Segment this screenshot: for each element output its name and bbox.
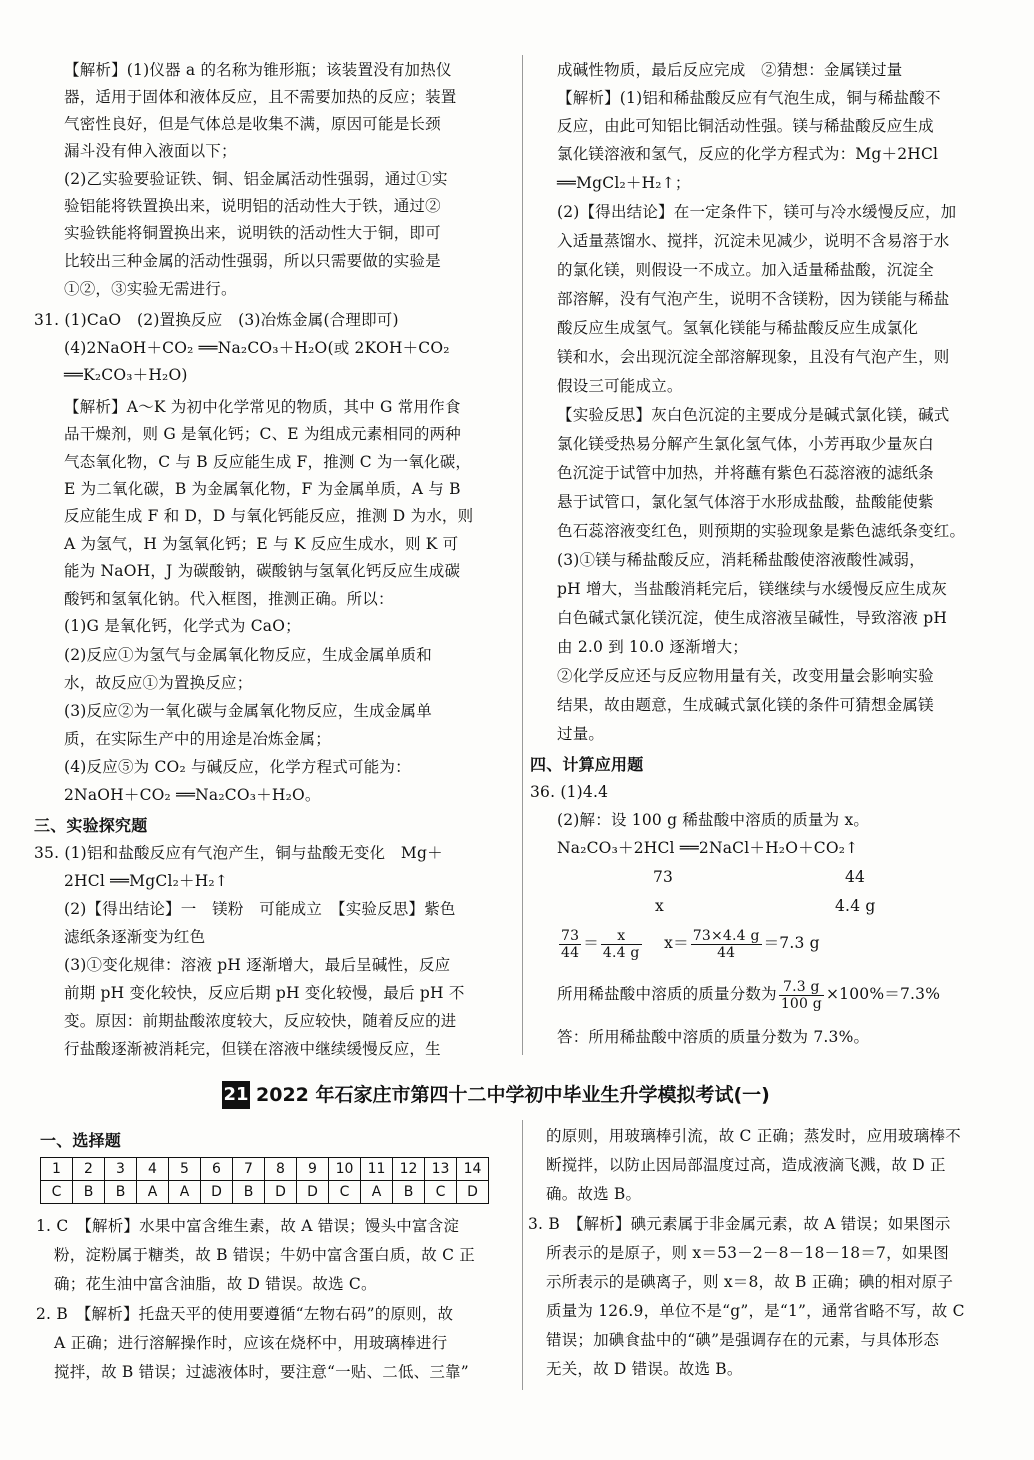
- table-row-numbers: [41, 1158, 489, 1181]
- section-heading-experiment: 三、实验探究题: [34, 816, 148, 835]
- text-line: 【解析】A～K 为初中化学常见的物质，其中 G 常用作食: [64, 398, 461, 416]
- table-cell: C: [329, 1181, 361, 1204]
- text-line: 错误；加碘食盐中的“碘”是强调存在的元素，与具体形态: [546, 1331, 940, 1349]
- section-number-badge: 21: [222, 1081, 250, 1109]
- table-cell: C: [41, 1181, 73, 1204]
- text-line: 镁和水，会出现沉淀全部溶解现象，且没有气泡产生，则: [557, 348, 950, 366]
- text-line: (2)【得出结论】一 镁粉 可能成立 【实验反思】紫色: [64, 900, 456, 918]
- unknown-x: x: [655, 897, 664, 915]
- text-line: 氯化镁受热易分解产生氯化氢气体，小芳再取少量灰白: [557, 435, 934, 453]
- table-cell: 10: [329, 1158, 361, 1181]
- text-line: 所表示的是原子，则 x＝53－2－8－18－18＝7，如果图: [546, 1244, 949, 1262]
- text-line: (4)2NaOH＋CO₂ ══Na₂CO₃＋H₂O(或 2KOH＋CO₂: [64, 339, 450, 357]
- text-line: 2HCl ══MgCl₂＋H₂↑: [64, 872, 229, 890]
- table-cell: D: [457, 1181, 489, 1204]
- text-line: 水，故反应①为置换反应；: [64, 674, 253, 692]
- text-line: 反应能生成 F 和 D，D 与氧化钙能反应，推测 D 为水，则: [64, 507, 474, 525]
- table-cell: D: [201, 1181, 233, 1204]
- denominator: 44: [561, 944, 580, 961]
- text-line: 气态氧化物，C 与 B 反应能生成 F，推测 C 为一氧化碳，: [64, 453, 472, 471]
- proportion-equation: [557, 925, 820, 961]
- final-answer: 答：所用稀盐酸中溶质的质量分数为 7.3%。: [557, 1028, 870, 1046]
- chemical-equation: Na₂CO₃＋2HCl ══2NaCl＋H₂O＋CO₂↑: [557, 839, 859, 857]
- text-line: 过量。: [557, 725, 605, 743]
- text-line: ══MgCl₂＋H₂↑；: [557, 174, 691, 192]
- mass-fraction-prefix: 所用稀盐酸中溶质的质量分数为: [557, 985, 777, 1003]
- text-line: 确；花生油中富含油脂，故 D 错误。故选 C。: [54, 1275, 377, 1293]
- table-cell: 11: [361, 1158, 393, 1181]
- text-line: 白色碱式氯化镁沉淀，使生成溶液呈碱性，导致溶液 pH: [557, 609, 948, 627]
- text-line: 结果，故由题意，生成碱式氯化镁的条件可猜想金属镁: [557, 696, 934, 714]
- text-line: ②化学反应还与反应物用量有关，改变用量会影响实验: [557, 667, 934, 685]
- text-line: 悬于试管口，氯化氢气体溶于水形成盐酸，盐酸能使紫: [557, 493, 934, 511]
- denominator: 100 g: [780, 995, 822, 1012]
- text-line: A 为氢气，H 为氢氧化钙；E 与 K 反应生成水，则 K 可: [64, 535, 459, 553]
- column-divider: [522, 1120, 523, 1390]
- text-line: 器，适用于固体和液体反应，且不需要加热的反应；装置: [64, 88, 457, 106]
- text-line: 假设三可能成立。: [557, 377, 683, 395]
- text-line: 的原则，用玻璃棒引流，故 C 正确；蒸发时，应用玻璃棒不: [546, 1127, 961, 1145]
- table-cell: B: [105, 1181, 137, 1204]
- text-line: 变。原因：前期盐酸浓度较大，反应较快，随着反应的进: [64, 1012, 457, 1030]
- text-line: (2)解：设 100 g 稀盐酸中溶质的质量为 x。: [557, 811, 870, 829]
- text-line: (3)①变化规律：溶液 pH 逐渐增大，最后呈碱性，反应: [64, 956, 451, 974]
- text-line: 色石蕊溶液变红色，则预期的实验现象是紫色滤纸条变红。: [557, 522, 966, 540]
- text-line: 气密性良好，但是气体总是收集不满，原因可能是长颈: [64, 115, 441, 133]
- table-cell: 2: [73, 1158, 105, 1181]
- text-line: 比较出三种金属的活动性强弱，所以只需要做的实验是: [64, 252, 441, 270]
- table-cell: 9: [297, 1158, 329, 1181]
- text-line: 色沉淀于试管中加热，并将蘸有紫色石蕊溶液的滤纸条: [557, 464, 934, 482]
- fraction: [779, 979, 824, 1012]
- table-cell: 14: [457, 1158, 489, 1181]
- equals-sign: ＝: [583, 934, 599, 952]
- text-line: 无关，故 D 错误。故选 B。: [546, 1360, 743, 1378]
- numerator: 7.3 g: [779, 979, 824, 996]
- text-line: (1)G 是氧化钙，化学式为 CaO；: [64, 617, 301, 635]
- text-line: ①②，③实验无需进行。: [64, 280, 237, 298]
- table-cell: B: [233, 1181, 265, 1204]
- text-line: 2NaOH＋CO₂ ══Na₂CO₃＋H₂O。: [64, 786, 321, 804]
- x-equals: x＝: [664, 934, 689, 952]
- section-heading-calculation: 四、计算应用题: [530, 755, 644, 774]
- text-line: 3. B 【解析】碘元素属于非金属元素，故 A 错误；如果图示: [528, 1215, 951, 1233]
- text-line: E 为二氧化碳，B 为金属氧化物，F 为金属单质，A 与 B: [64, 480, 461, 498]
- table-cell: B: [73, 1181, 105, 1204]
- table-cell: 8: [265, 1158, 297, 1181]
- text-line: 粉，淀粉属于糖类，故 B 错误；牛奶中富含蛋白质，故 C 正: [54, 1246, 475, 1264]
- text-line: (3)①镁与稀盐酸反应，消耗稀盐酸使溶液酸性减弱，: [557, 551, 925, 569]
- table-row-answers: [41, 1181, 489, 1204]
- mass-fraction-suffix: ×100%＝7.3%: [825, 985, 941, 1003]
- table-cell: 12: [393, 1158, 425, 1181]
- table-cell: A: [169, 1181, 201, 1204]
- question-35-answer: 35. (1)铝和盐酸反应有气泡产生，铜与盐酸无变化 Mg＋: [34, 844, 443, 862]
- text-line: 行盐酸逐渐被消耗完，但镁在溶液中继续缓慢反应，生: [64, 1040, 441, 1058]
- table-cell: 3: [105, 1158, 137, 1181]
- question-36-answer: 36. (1)4.4: [530, 783, 609, 801]
- text-line: 【解析】(1)仪器 a 的名称为锥形瓶；该装置没有加热仪: [64, 61, 452, 79]
- table-cell: D: [265, 1181, 297, 1204]
- text-line: (4)反应⑤为 CO₂ 与碱反应，化学方程式可能为：: [64, 758, 411, 776]
- text-line: A 正确；进行溶解操作时，应该在烧杯中，用玻璃棒进行: [54, 1334, 448, 1352]
- table-cell: B: [393, 1181, 425, 1204]
- text-line: 1. C 【解析】水果中富含维生素，故 A 错误；馒头中富含淀: [36, 1217, 460, 1235]
- numerator: 73: [561, 927, 580, 944]
- text-line: 滤纸条逐渐变为红色: [64, 928, 206, 946]
- table-cell: 5: [169, 1158, 201, 1181]
- table-cell: A: [361, 1181, 393, 1204]
- text-line: ══K₂CO₃＋H₂O): [64, 366, 188, 384]
- text-line: 品干燥剂，则 G 是氧化钙；C、E 为组成元素相同的两种: [64, 425, 461, 443]
- text-line: 氯化镁溶液和氢气，反应的化学方程式为：Mg＋2HCl: [557, 145, 939, 163]
- text-line: 确。故选 B。: [546, 1185, 642, 1203]
- table-cell: 7: [233, 1158, 265, 1181]
- denominator: 44: [717, 944, 736, 961]
- question-31-answer: 31. (1)CaO (2)置换反应 (3)冶炼金属(合理即可): [34, 311, 399, 329]
- text-line: 实验铁能将铜置换出来，说明铁的活动性大于铜，即可: [64, 224, 441, 242]
- text-line: 搅拌，故 B 错误；过滤液体时，要注意“一贴、二低、三靠”: [54, 1363, 469, 1381]
- fraction: [601, 928, 642, 961]
- molar-mass-co2: 44: [845, 868, 866, 886]
- text-line: 前期 pH 变化较快，反应后期 pH 变化较慢，最后 pH 不: [64, 984, 465, 1002]
- text-line: 的氯化镁，则假设一不成立。加入适量稀盐酸，沉淀全: [557, 261, 934, 279]
- table-cell: D: [297, 1181, 329, 1204]
- numerator: x: [601, 928, 642, 945]
- result: ＝7.3 g: [763, 934, 820, 952]
- column-divider: [522, 55, 523, 1055]
- text-line: pH 增大，当盐酸消耗完后，镁继续与水缓慢反应生成灰: [557, 580, 948, 598]
- text-line: 【解析】(1)铝和稀盐酸反应有气泡生成，铜与稀盐酸不: [557, 89, 941, 107]
- numerator: 73×4.4 g: [692, 927, 760, 944]
- table-cell: 1: [41, 1158, 73, 1181]
- table-cell: 13: [425, 1158, 457, 1181]
- text-line: 由 2.0 到 10.0 逐渐增大；: [557, 638, 748, 656]
- table-cell: 4: [137, 1158, 169, 1181]
- mass-co2: 4.4 g: [835, 897, 876, 915]
- text-line: 示所表示的是碘离子，则 x＝8，故 B 正确；碘的相对原子: [546, 1273, 954, 1291]
- text-line: 漏斗没有伸入液面以下；: [64, 142, 237, 160]
- text-line: 验铝能将铁置换出来，说明铝的活动性大于铁，通过②: [64, 197, 441, 215]
- text-line: 质，在实际生产中的用途是冶炼金属；: [64, 730, 331, 748]
- fraction: [691, 928, 762, 961]
- denominator: 4.4 g: [602, 944, 640, 961]
- mass-fraction-line: [557, 976, 940, 1012]
- table-cell: 6: [201, 1158, 233, 1181]
- text-line: (3)反应②为一氧化碳与金属氧化物反应，生成金属单: [64, 702, 432, 720]
- text-line: 成碱性物质，最后反应完成 ②猜想：金属镁过量: [557, 61, 903, 79]
- exam-title: 2022 年石家庄市第四十二中学初中毕业生升学模拟考试(一): [256, 1084, 770, 1106]
- table-cell: A: [137, 1181, 169, 1204]
- text-line: (2)【得出结论】在一定条件下，镁可与冷水缓慢反应，加: [557, 203, 957, 221]
- answer-table: [40, 1157, 489, 1204]
- text-line: 部溶解，没有气泡产生，说明不含镁粉，因为镁能与稀盐: [557, 290, 950, 308]
- text-line: 质量为 126.9，单位不是“g”，是“1”，通常省略不写，故 C: [546, 1302, 965, 1320]
- text-line: 能为 NaOH，J 为碳酸钠，碳酸钠与氢氧化钙反应生成碳: [64, 562, 461, 580]
- text-line: 2. B 【解析】托盘天平的使用要遵循“左物右码”的原则，故: [36, 1305, 454, 1323]
- fraction: [559, 928, 581, 961]
- text-line: 酸钙和氢氧化钠。代入框图，推测正确。所以：: [64, 590, 394, 608]
- text-line: 【实验反思】灰白色沉淀的主要成分是碱式氯化镁，碱式: [557, 406, 950, 424]
- text-line: 反应，由此可知铝比铜活动性强。镁与稀盐酸反应生成: [557, 117, 934, 135]
- text-line: 酸反应生成氢气。氢氧化镁能与稀盐酸反应生成氯化: [557, 319, 919, 337]
- text-line: 入适量蒸馏水、搅拌，沉淀未见减少，说明不含易溶于水: [557, 232, 950, 250]
- choice-heading: 一、选择题: [40, 1131, 122, 1150]
- text-line: (2)乙实验要验证铁、铜、铝金属活动性强弱，通过①实: [64, 170, 448, 188]
- text-line: 断搅拌，以防止因局部温度过高，造成液滴飞溅，故 D 正: [546, 1156, 946, 1174]
- molar-mass-hcl: 73: [653, 868, 674, 886]
- table-cell: C: [425, 1181, 457, 1204]
- text-line: (2)反应①为氢气与金属氧化物反应，生成金属单质和: [64, 646, 432, 664]
